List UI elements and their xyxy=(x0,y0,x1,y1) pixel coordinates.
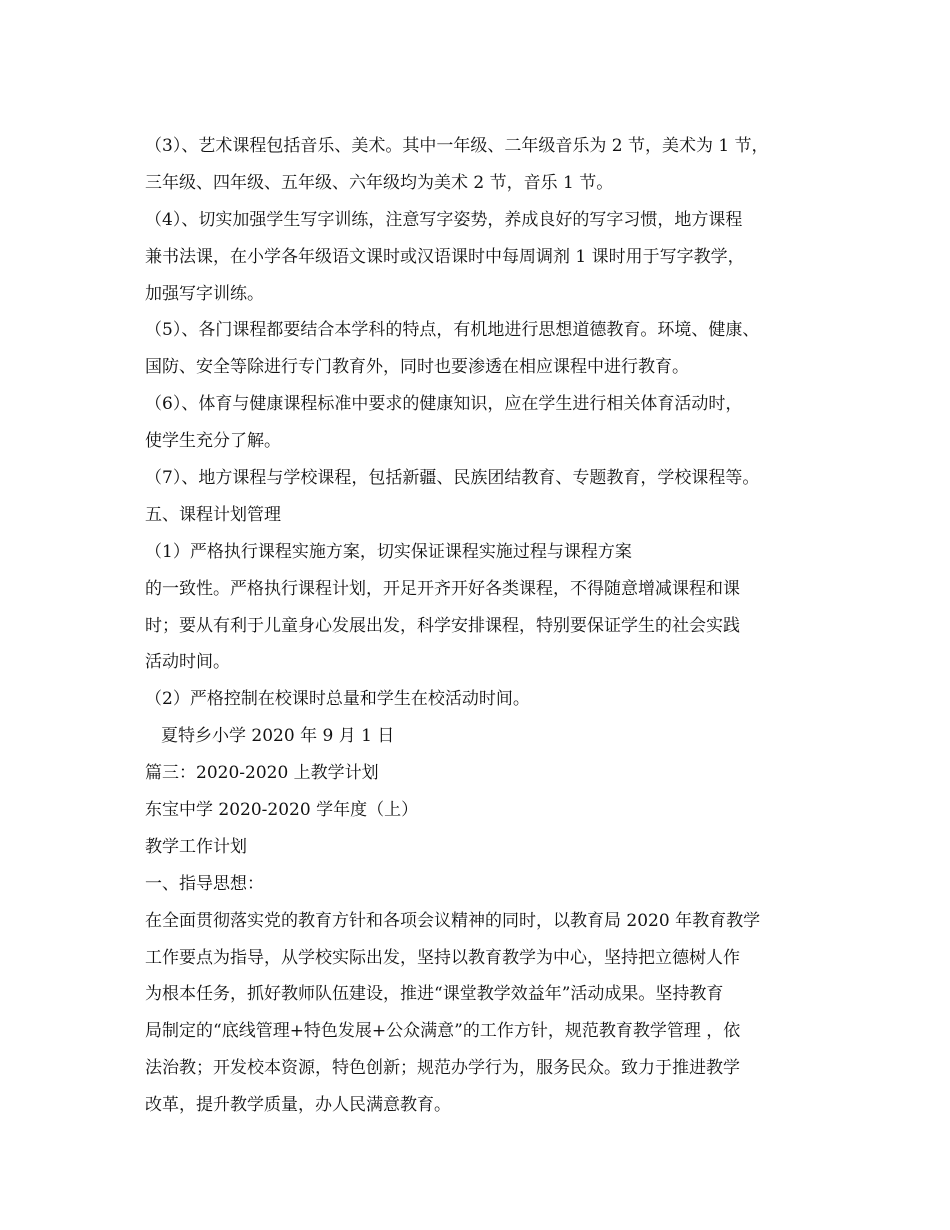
text-line: 三年级、四年级、五年级、六年级均为美术 2 节，音乐 1 节。 xyxy=(145,172,614,193)
text-line: 在全面贯彻落实党的教育方针和各项会议精神的同时，以教育局 2020 年教育教学 xyxy=(145,910,761,931)
text-line: （3）、艺术课程包括音乐、美术。其中一年级、二年级音乐为 2 节，美术为 1 节， xyxy=(145,136,769,156)
text-line: 时；要从有利于儿童身心发展出发，科学安排课程，特别要保证学生的社会实践 xyxy=(145,615,740,636)
text-line: （5）、各门课程都要结合本学科的特点，有机地进行思想道德教育。环境、健康、 xyxy=(145,320,760,341)
text-line: 工作要点为指导，从学校实际出发，坚持以教育教学为中心，坚持把立德树人作 xyxy=(145,947,740,968)
text-line: 为根本任务，抓好教师队伍建设，推进“课堂教学效益年”活动成果。坚持教育 xyxy=(145,984,724,1005)
text-line: 活动时间。 xyxy=(145,652,230,673)
text-line: （7）、地方课程与学校课程，包括新疆、民族团结教育、专题教育，学校课程等。 xyxy=(145,468,760,489)
text-line: 使学生充分了解。 xyxy=(145,431,281,452)
chapter-title: 篇三：2020-2020 上教学计划 xyxy=(145,763,379,784)
text-line: 法治教；开发校本资源，特色创新；规范办学行为，服务民众。致力于推进教学 xyxy=(145,1058,740,1079)
text-line: 的一致性。严格执行课程计划，开足开齐开好各类课程，不得随意增减课程和课 xyxy=(145,578,740,599)
text-line: 改革，提升教学质量，办人民满意教育。 xyxy=(145,1095,451,1116)
text-line: （6）、体育与健康课程标准中要求的健康知识，应在学生进行相关体育活动时， xyxy=(145,394,743,415)
section-heading: 五、课程计划管理 xyxy=(145,504,281,525)
text-line: 加强写字训练。 xyxy=(145,283,264,304)
text-line: （2）严格控制在校课时总量和学生在校活动时间。 xyxy=(145,689,530,710)
text-line: （4）、切实加强学生写字训练，注意写字姿势，养成良好的写字习惯，地方课程 xyxy=(145,209,743,230)
section-heading: 一、指导思想： xyxy=(145,873,264,894)
text-line: 兼书法课，在小学各年级语文课时或汉语课时中每周调剂 1 课时用于写字教学， xyxy=(145,246,745,267)
plan-title: 教学工作计划 xyxy=(145,836,247,857)
document-body xyxy=(145,128,835,1124)
school-year-title: 东宝中学 2020-2020 学年度（上） xyxy=(145,800,419,821)
text-line: 国防、安全等除进行专门教育外，同时也要渗透在相应课程中进行教育。 xyxy=(145,357,689,378)
text-line: （1）严格执行课程实施方案，切实保证课程实施过程与课程方案 xyxy=(145,541,632,562)
text-line: 局制定的“底线管理+特色发展+公众满意”的工作方针，规范教育教学管理 ，依 xyxy=(145,1021,741,1042)
signature-date-line: 夏特乡小学 2020 年 9 月 1 日 xyxy=(161,726,395,747)
